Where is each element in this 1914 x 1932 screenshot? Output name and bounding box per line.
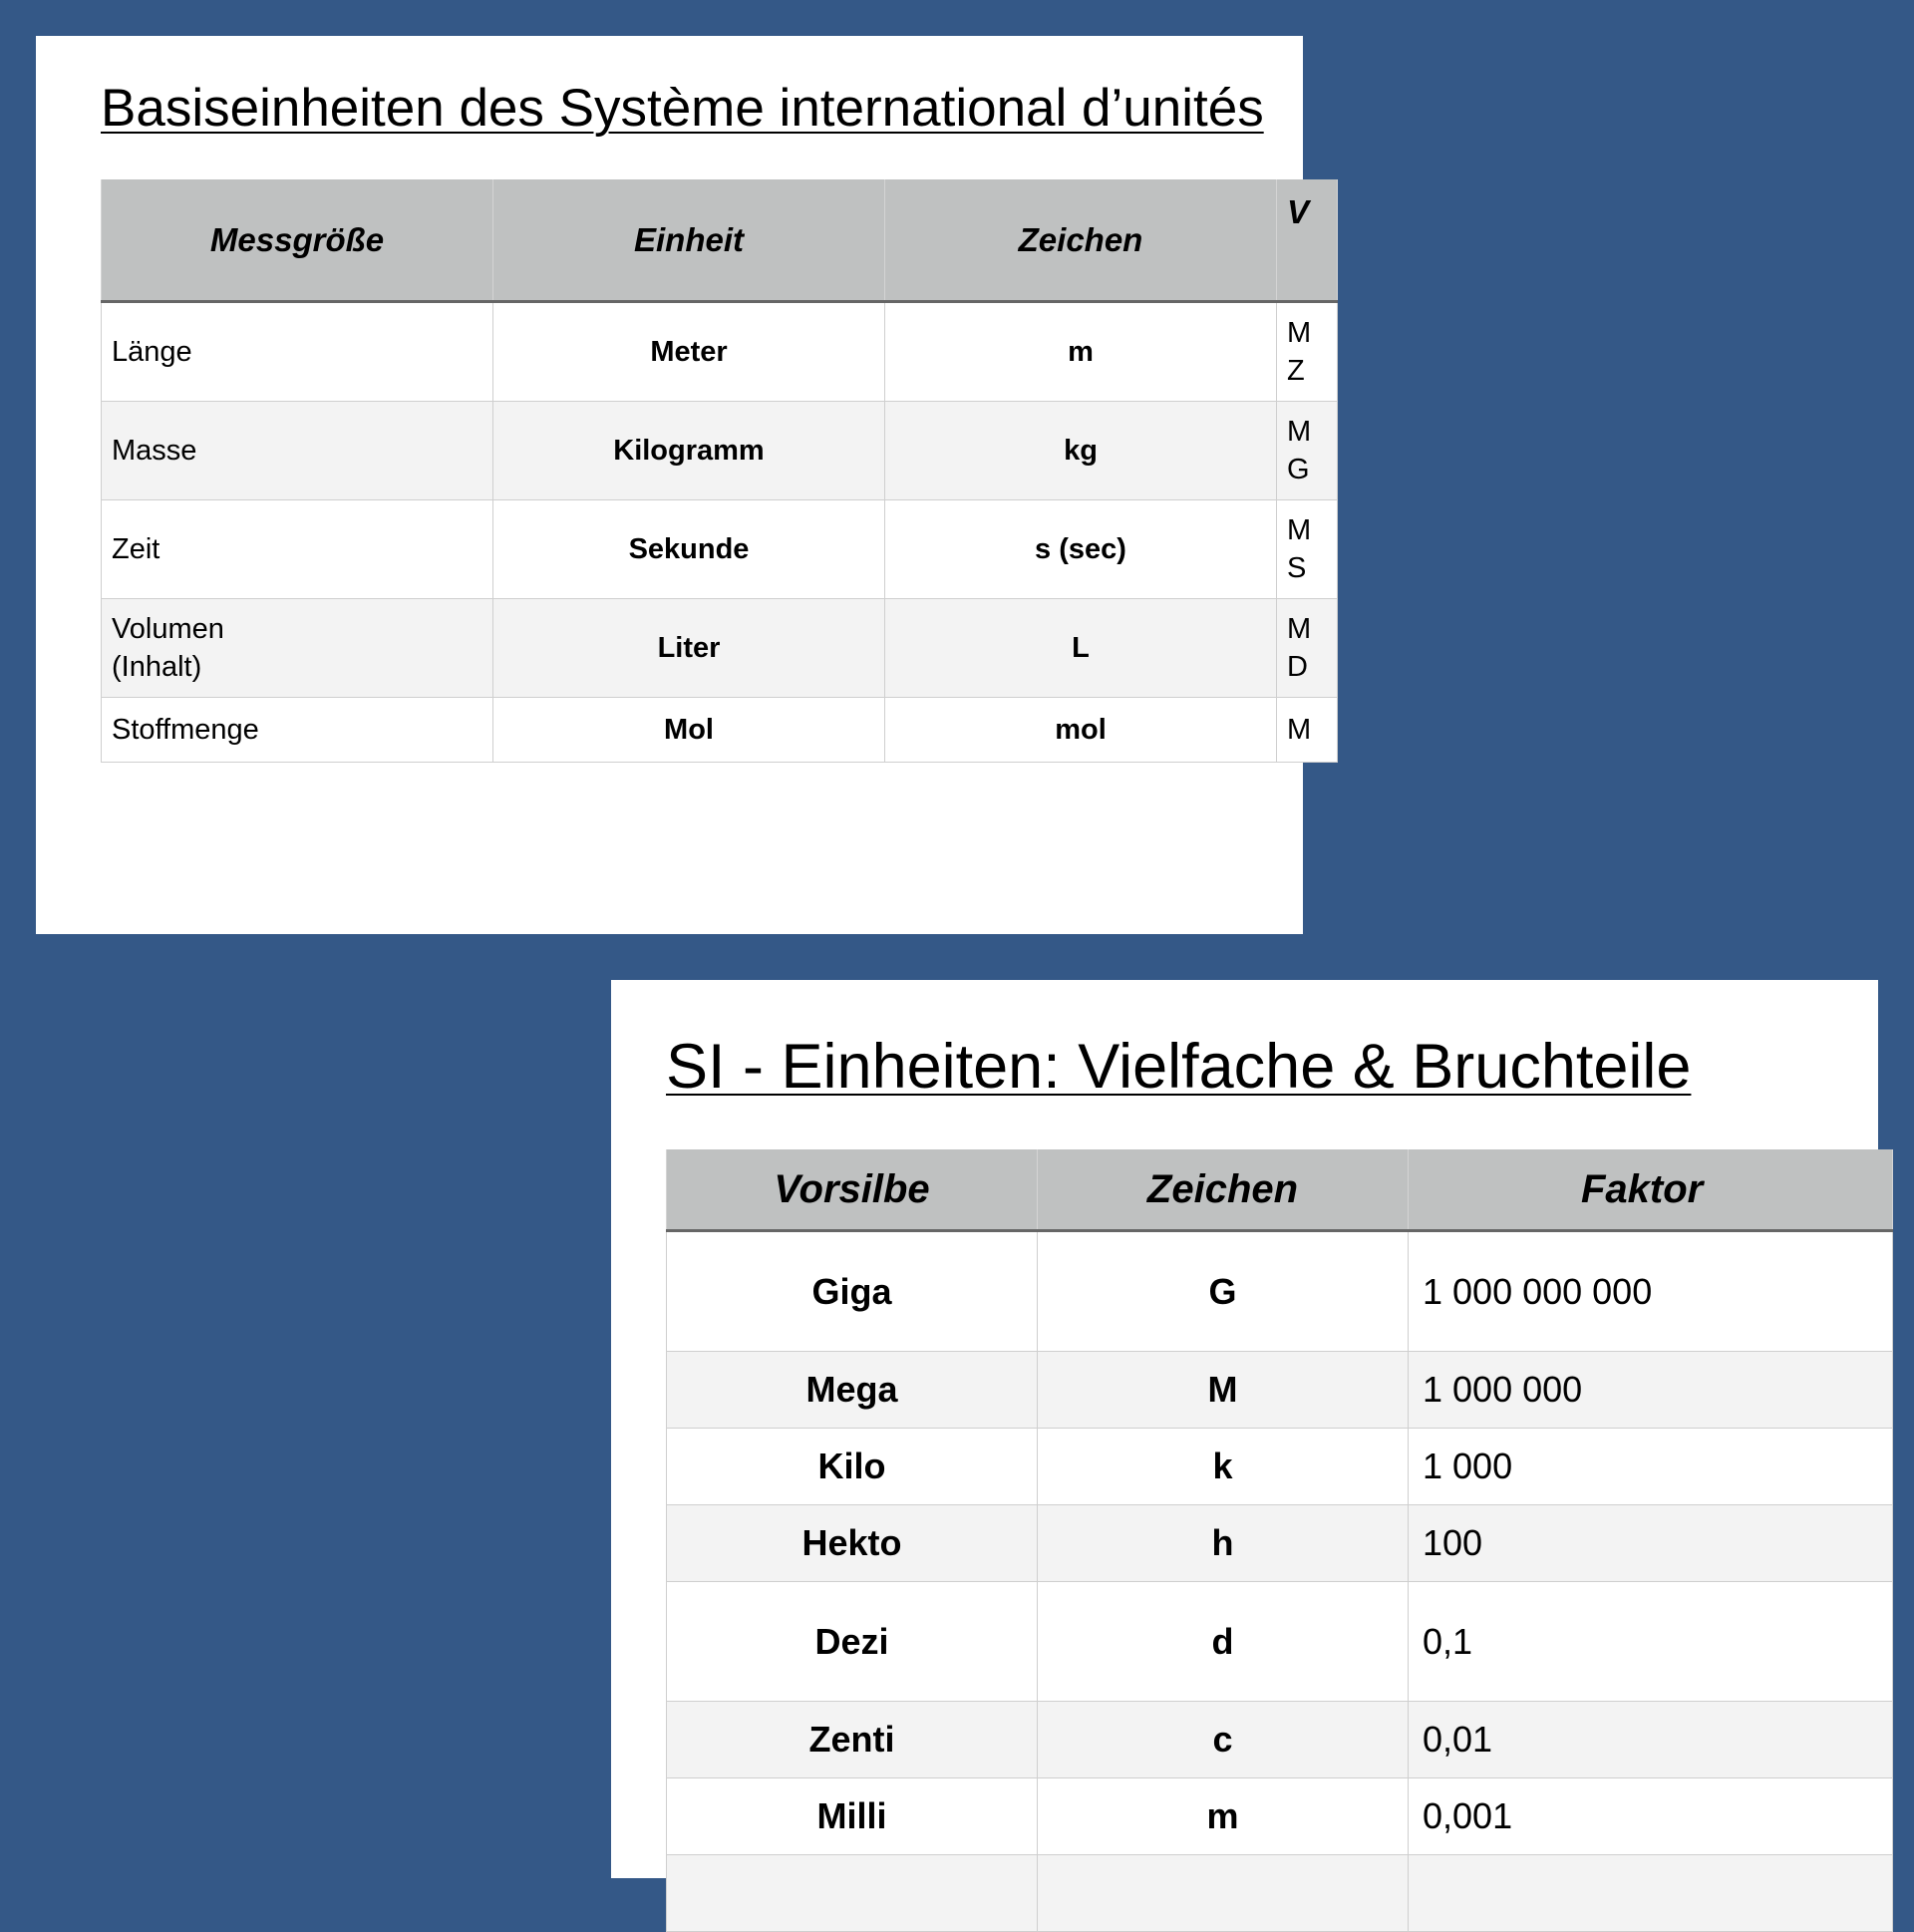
table-row [667, 1855, 1893, 1932]
slide-title: SI - Einheiten: Vielfache & Bruchteile [666, 1032, 1692, 1102]
note-line: M [1287, 416, 1312, 448]
note-line: G [1287, 454, 1310, 485]
table-row [102, 599, 1338, 698]
cell-symbol: M [1038, 1352, 1409, 1429]
column-header-prefix: Vorsilbe [667, 1149, 1038, 1231]
table-row [102, 302, 1338, 402]
cell-symbol: m [885, 302, 1277, 402]
cell-note [1277, 500, 1338, 599]
cell-prefix: Giga [667, 1231, 1038, 1352]
cell-symbol: c [1038, 1702, 1409, 1778]
note-line: M [1287, 613, 1312, 645]
slide-prefixes [611, 980, 1878, 1878]
table-row [102, 500, 1338, 599]
cell-factor: 0,01 [1409, 1702, 1893, 1778]
table-row [667, 1352, 1893, 1429]
cell-quantity [102, 599, 493, 698]
note-line: Z [1287, 355, 1305, 387]
cell-symbol: d [1038, 1582, 1409, 1702]
cell-factor [1409, 1855, 1893, 1932]
base-units-table [101, 179, 1338, 763]
cell-unit: Meter [493, 302, 885, 402]
cell-factor: 1 000 000 000 [1409, 1231, 1893, 1352]
cell-symbol: G [1038, 1231, 1409, 1352]
cell-factor: 1 000 [1409, 1429, 1893, 1505]
cell-symbol: m [1038, 1778, 1409, 1855]
cell-prefix: Mega [667, 1352, 1038, 1429]
slide-base-units [36, 36, 1312, 934]
note-line: M [1287, 514, 1312, 546]
table-header-row [667, 1149, 1893, 1231]
cell-prefix: Dezi [667, 1582, 1038, 1702]
cell-unit: Sekunde [493, 500, 885, 599]
cell-note [1277, 402, 1338, 500]
cell-factor: 100 [1409, 1505, 1893, 1582]
slide-title: Basiseinheiten des Système international d’unités [101, 79, 1264, 138]
table-row [667, 1778, 1893, 1855]
column-header-note: V [1277, 179, 1338, 302]
cell-symbol: s (sec) [885, 500, 1277, 599]
column-header-quantity: Messgröße [102, 179, 493, 302]
cell-quantity: Stoffmenge [102, 698, 493, 763]
table-row [667, 1231, 1893, 1352]
column-header-symbol: Zeichen [1038, 1149, 1409, 1231]
note-line: D [1287, 651, 1308, 683]
prefix-table [666, 1149, 1893, 1932]
table-row [667, 1429, 1893, 1505]
cell-symbol: k [1038, 1429, 1409, 1505]
cell-quantity: Länge [102, 302, 493, 402]
note-line: M [1287, 317, 1312, 349]
table-row [667, 1582, 1893, 1702]
cell-prefix [667, 1855, 1038, 1932]
cell-unit: Kilogramm [493, 402, 885, 500]
cell-prefix: Zenti [667, 1702, 1038, 1778]
cell-symbol: L [885, 599, 1277, 698]
cell-unit: Liter [493, 599, 885, 698]
table-row [102, 402, 1338, 500]
column-header-factor: Faktor [1409, 1149, 1893, 1231]
cell-factor: 0,001 [1409, 1778, 1893, 1855]
cell-unit: Mol [493, 698, 885, 763]
table-row [667, 1702, 1893, 1778]
cell-prefix: Hekto [667, 1505, 1038, 1582]
table-header-row [102, 179, 1338, 302]
quantity-line: Volumen [112, 613, 224, 645]
cell-symbol: mol [885, 698, 1277, 763]
column-header-unit: Einheit [493, 179, 885, 302]
cell-symbol: h [1038, 1505, 1409, 1582]
cell-note: M [1277, 698, 1338, 763]
quantity-line: (Inhalt) [112, 651, 202, 683]
cell-symbol [1038, 1855, 1409, 1932]
cell-factor: 1 000 000 [1409, 1352, 1893, 1429]
cell-quantity: Zeit [102, 500, 493, 599]
note-line: S [1287, 552, 1307, 584]
cell-prefix: Kilo [667, 1429, 1038, 1505]
cell-prefix: Milli [667, 1778, 1038, 1855]
cell-note [1277, 302, 1338, 402]
cell-factor: 0,1 [1409, 1582, 1893, 1702]
cell-symbol: kg [885, 402, 1277, 500]
table-row [667, 1505, 1893, 1582]
column-header-symbol: Zeichen [885, 179, 1277, 302]
cell-note [1277, 599, 1338, 698]
table-row [102, 698, 1338, 763]
cell-quantity: Masse [102, 402, 493, 500]
